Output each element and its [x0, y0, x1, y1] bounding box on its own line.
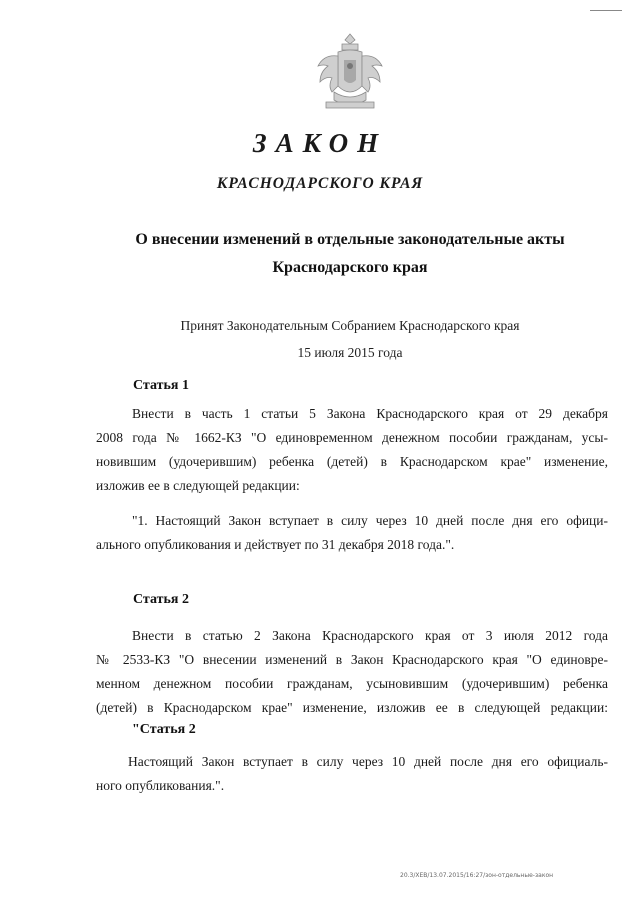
text-line: новившим (удочерившим) ребенка (детей) в Краснодарском крае" изменение, [96, 454, 608, 469]
text-line: менном денежном пособии гражданам, усыновившим (удочерившим) ребенка [96, 676, 608, 691]
document-code: 20.3/ХЕВ/13.07.2015/16:27/зон-отдельные-закон [400, 872, 554, 879]
text-line: 2008 года № 1662-КЗ "О единовременном денежном пособии гражданам, усы- [96, 430, 608, 445]
article-2-heading: Статья 2 [133, 592, 189, 607]
adoption-date: 15 июля 2015 года [297, 345, 403, 360]
text-line: (детей) в Краснодарском крае" изменение, изложив ее в следующей редакции: [96, 700, 608, 715]
text-line: "1. Настоящий Закон вступает в силу через 10 дней после дня его офици- [132, 513, 608, 528]
coat-of-arms-emblem [312, 32, 388, 114]
subject-line: О внесении изменений в отдельные законодательные акты [135, 231, 565, 248]
text-line: ального опубликования и действует по 31 декабря 2018 года.". [96, 537, 455, 552]
region-title: КРАСНОДАРСКОГО КРАЯ [216, 175, 424, 192]
article-1-paragraph-1 [96, 402, 608, 498]
quoted-article-heading: "Статья 2 [132, 722, 196, 737]
article-1-paragraph-2 [96, 509, 608, 557]
article-2-paragraph-1 [96, 624, 608, 720]
law-subject [90, 226, 610, 282]
text-line: № 2533-КЗ "О внесении изменений в Закон Краснодарского края "О единовре- [96, 652, 608, 667]
text-line: Внести в статью 2 Закона Краснодарского края от 3 июля 2012 года [132, 628, 608, 643]
scan-mark [590, 10, 622, 11]
adoption-note [90, 312, 610, 366]
text-line: ного опубликования.". [96, 778, 225, 793]
text-line: изложив ее в следующей редакции: [96, 478, 300, 493]
law-title: ЗАКОН [252, 128, 388, 158]
article-1-heading: Статья 1 [133, 378, 189, 393]
text-line: Настоящий Закон вступает в силу через 10 дней после дня его официаль- [128, 754, 608, 769]
article-2-paragraph-2 [96, 750, 608, 798]
adoption-line: Принят Законодательным Собранием Краснодарского края [180, 318, 520, 333]
text-line: Внести в часть 1 статьи 5 Закона Краснодарского края от 29 декабря [132, 406, 608, 421]
subject-line: Краснодарского края [272, 259, 428, 276]
